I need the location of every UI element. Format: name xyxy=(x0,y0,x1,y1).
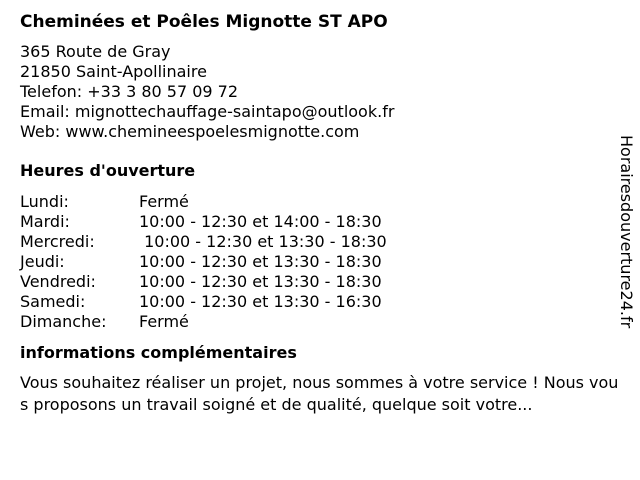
hours-row-mercredi xyxy=(20,232,620,252)
hours-row-jeudi xyxy=(20,252,620,272)
hours-day: Lundi: xyxy=(20,192,69,211)
hours-row-mardi xyxy=(20,212,620,232)
opening-hours-table xyxy=(20,192,620,332)
hours-time: Fermé xyxy=(139,192,189,211)
hours-time: 10:00 - 12:30 et 13:30 - 16:30 xyxy=(139,292,382,311)
site-watermark: Horairesdouverture24.fr xyxy=(617,135,636,329)
website-link[interactable]: Web: www.chemineespoelesmignotte.com xyxy=(20,122,360,141)
hours-time: 10:00 - 12:30 et 13:30 - 18:30 xyxy=(139,252,382,271)
hours-day: Mercredi: xyxy=(20,232,95,251)
hours-time: 10:00 - 12:30 et 14:00 - 18:30 xyxy=(139,212,382,231)
additional-info-text: Vous souhaitez réaliser un projet, nous sommes à votre service ! Nous vous proposons un travail soigné et de qualité, quelque soit votre... xyxy=(20,373,619,414)
hours-day: Mardi: xyxy=(20,212,70,231)
hours-day: Samedi: xyxy=(20,292,86,311)
hours-row-samedi xyxy=(20,292,620,312)
business-name: Cheminées et Poêles Mignotte ST APO xyxy=(20,12,388,32)
opening-hours-title: Heures d'ouverture xyxy=(20,161,196,180)
hours-day: Vendredi: xyxy=(20,272,96,291)
email-address: Email: mignottechauffage-saintapo@outlook.fr xyxy=(20,102,395,121)
address-street: 365 Route de Gray xyxy=(20,42,171,61)
hours-day: Dimanche: xyxy=(20,312,107,331)
hours-day: Jeudi: xyxy=(20,252,65,271)
hours-row-lundi xyxy=(20,192,620,212)
business-card xyxy=(20,10,620,416)
hours-row-vendredi xyxy=(20,272,620,292)
address-city: 21850 Saint-Apollinaire xyxy=(20,62,207,81)
hours-time: 10:00 - 12:30 et 13:30 - 18:30 xyxy=(139,232,387,251)
phone-number: Telefon: +33 3 80 57 09 72 xyxy=(20,82,239,101)
additional-info-title: informations complémentaires xyxy=(20,343,297,362)
hours-time: 10:00 - 12:30 et 13:30 - 18:30 xyxy=(139,272,382,291)
hours-row-dimanche xyxy=(20,312,620,332)
hours-time: Fermé xyxy=(139,312,189,331)
